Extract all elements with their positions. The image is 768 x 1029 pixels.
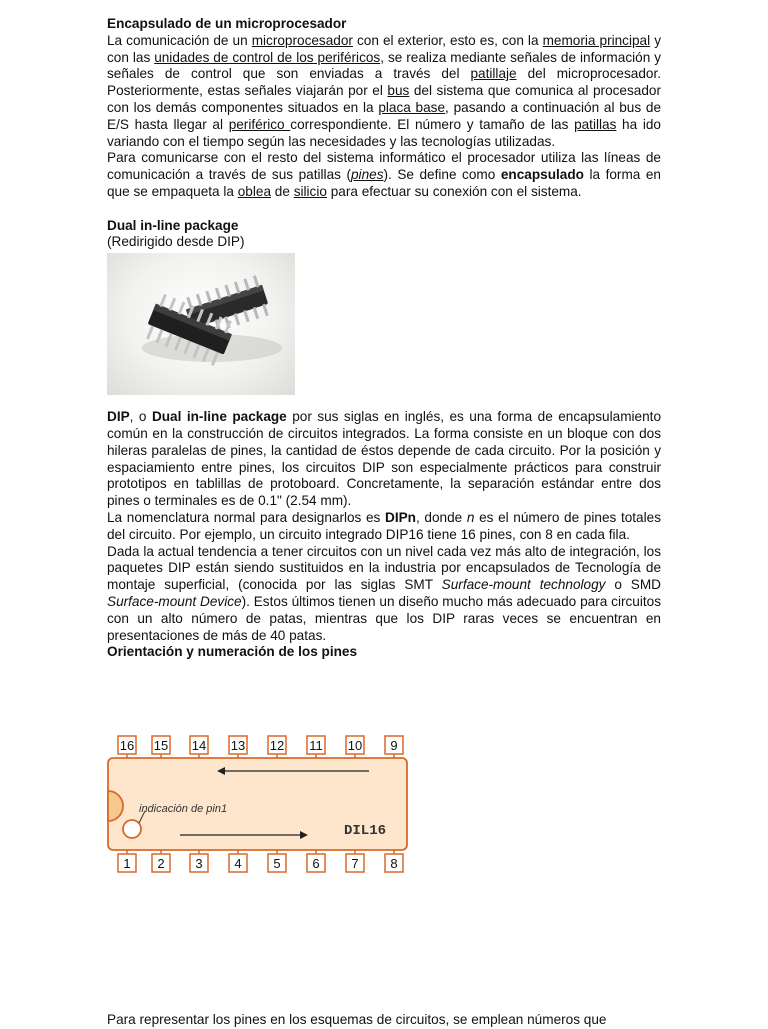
pin-number: 1 <box>123 856 131 871</box>
pin-number: 12 <box>269 738 285 753</box>
pin-number: 10 <box>347 738 363 753</box>
text-run: , pasando a continuación al bus de E/S hasta llegar al <box>107 99 661 132</box>
text-run: DIPn <box>385 509 416 525</box>
dil16-pinout-diagram <box>107 733 412 880</box>
text-run: ). Estos últimos tienen un diseño mucho más adecuado para circuitos con un alto número de patas, mientras que los DIP raras veces se encuentran en presentaciones de más de 40 patas. <box>107 593 662 643</box>
text-run: , o <box>129 409 152 425</box>
wiki-link: patillaje <box>470 66 517 82</box>
text-run: la forma en que se empaqueta la <box>107 167 661 199</box>
text-run: y con las <box>107 32 661 65</box>
section-title-dip: Dual in-line package <box>107 217 239 233</box>
paragraph-comunicacion <box>107 33 661 151</box>
text-run: del sistema que comunica al procesador con los demás componentes situados en la <box>107 83 661 115</box>
text-run: DIP <box>107 409 130 425</box>
document-body <box>107 16 661 661</box>
chip-label: DIL16 <box>344 823 387 839</box>
paragraph-dip-intro <box>107 409 661 510</box>
wiki-link: unidades de control de los periféricos <box>154 49 381 65</box>
text-run: Dual in-line package <box>151 409 287 425</box>
pin-number: 13 <box>230 738 246 753</box>
text-run: del microprocesador. Posteriormente, estas señales viajarán por el <box>107 66 661 99</box>
wiki-link: placa base <box>378 99 446 115</box>
text-run: por sus siglas en inglés, es una forma de encapsulamiento común en la construcción de circuitos integrados. La forma consiste en un bloque con dos hileras paralelas de pines, la cantidad de éstos depende de cada circuito. Por la posición y espaciamiento entre pines, los circuitos DIP son especialmente prácticos para construir prototipos en tablillas de protoboard. Concretamente, la separación estándar entre dos pines o terminales es de 0.1" (2.54 mm). <box>107 409 662 509</box>
text-run: , se realiza mediante señales de información y señales de control que son enviadas a través del <box>107 49 661 82</box>
wiki-link: patillas <box>574 116 617 132</box>
pin-number: 7 <box>351 856 359 871</box>
text-run: Surface-mount technology <box>441 577 606 593</box>
text-run: n <box>466 509 475 525</box>
text-run: Surface-mount Device <box>107 593 242 609</box>
text-run: de <box>271 183 294 199</box>
text-run: o SMD <box>605 577 661 593</box>
pin-number: 4 <box>234 856 242 871</box>
text-run: es el número de pines totales del circuito. Por ejemplo, un circuito integrado DIP16 tiene 16 pines, con 8 en cada fila. <box>107 509 661 542</box>
pin-number: 14 <box>191 738 207 753</box>
pin-number: 6 <box>312 856 320 871</box>
text-run: para efectuar su conexión con el sistema. <box>326 183 582 199</box>
pin-number: 8 <box>390 856 398 871</box>
text-run: Para comunicarse con el resto del sistema informático el procesador utiliza las líneas de comunicación a través de sus patillas ( <box>107 150 661 183</box>
wiki-link: microprocesador <box>251 32 353 48</box>
dip-chips-photo <box>107 253 295 395</box>
pin-number: 15 <box>153 738 169 753</box>
redirect-note: (Redirigido desde DIP) <box>107 234 245 250</box>
pin-number: 9 <box>390 738 398 753</box>
text-run: ha ido variando con el tiempo según las necesidades y las tecnologías utilizadas. <box>107 116 661 149</box>
pin-number: 16 <box>119 738 135 753</box>
wiki-link: pines <box>351 167 384 183</box>
dil16-svg <box>107 733 412 875</box>
text-run: encapsulado <box>500 167 584 183</box>
paragraph-encapsulado-def <box>107 150 661 200</box>
paragraph-dip-nomenclatura <box>107 510 661 544</box>
wiki-link: bus <box>387 83 410 99</box>
wiki-link: oblea <box>237 183 272 199</box>
text-run: Dada la actual tendencia a tener circuitos con un nivel cada vez más alto de integración, los paquetes DIP están siendo sustituidos en la industria por encapsulados de Tecnología de montaje superficial, (conocida por las siglas SMT <box>107 543 661 593</box>
text-run: La comunicación de un <box>107 32 252 48</box>
pin-number: 2 <box>157 856 165 871</box>
text-run: con el exterior, esto es, con la <box>352 32 543 48</box>
paragraph-dip-smt <box>107 544 661 645</box>
text-run: ). Se define como <box>383 167 501 183</box>
text-run: , donde <box>415 509 467 525</box>
pin-number: 3 <box>195 856 203 871</box>
paragraph-representar-pines: Para representar los pines en los esquemas de circuitos, se emplean números que <box>107 1012 607 1027</box>
wiki-link: silicio <box>293 183 327 199</box>
pin-number: 5 <box>273 856 281 871</box>
pin-number: 11 <box>309 738 323 753</box>
wiki-link: memoria principal <box>542 32 651 48</box>
wiki-link: periférico <box>228 116 291 132</box>
pin1-marker <box>123 820 141 838</box>
section-title-encapsulado: Encapsulado de un microprocesador <box>107 16 347 31</box>
pin1-label: indicación de pin1 <box>139 803 228 815</box>
text-run: correspondiente. El número y tamaño de las <box>290 116 575 132</box>
text-run: La nomenclatura normal para designarlos es <box>107 509 386 525</box>
section-title-orientacion: Orientación y numeración de los pines <box>107 644 358 660</box>
